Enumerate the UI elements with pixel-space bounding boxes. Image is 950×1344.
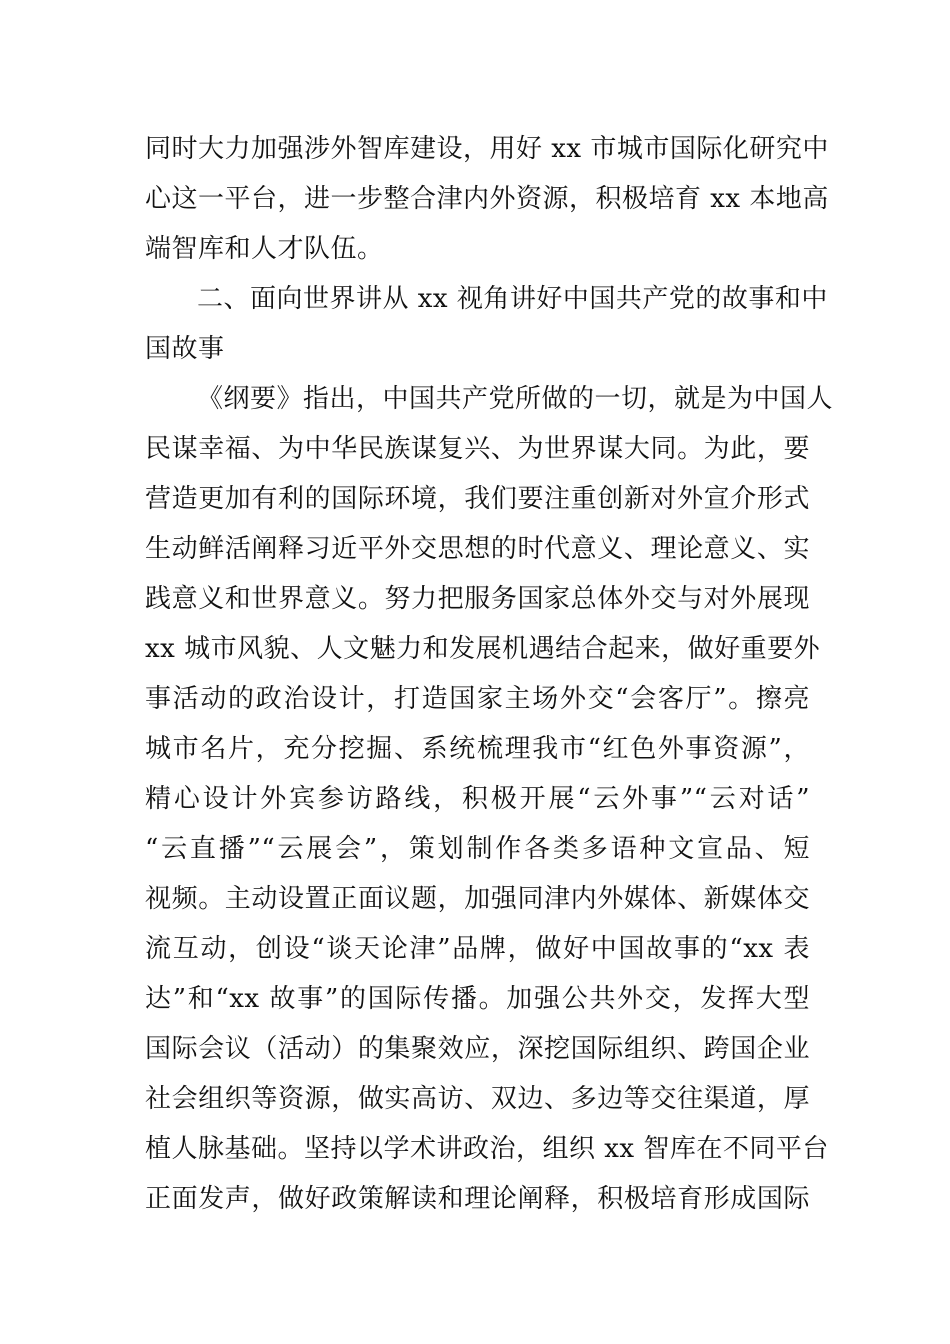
paragraph-line: 心这一平台，进一步整合津内外资源，积极培育 xx 本地高 <box>145 184 829 214</box>
paragraph-line: 精心设计外宾参访路线，积极开展“云外事”“云对话” <box>145 784 810 814</box>
paragraph-line: 社会组织等资源，做实高访、双边、多边等交往渠道，厚 <box>145 1084 810 1114</box>
paragraph-line: 国际会议（活动）的集聚效应，深挖国际组织、跨国企业 <box>145 1034 810 1064</box>
paragraph-line: “云直播”“云展会”，策划制作各类多语种文宣品、短 <box>145 834 810 864</box>
paragraph-line: 城市名片，充分挖掘、系统梳理我市“红色外事资源”， <box>145 734 810 764</box>
paragraph-line: 践意义和世界意义。努力把服务国家总体外交与对外展现 <box>145 584 810 614</box>
paragraph-line: 端智库和人才队伍。 <box>145 234 384 264</box>
paragraph-line: 正面发声，做好政策解读和理论阐释，积极培育形成国际 <box>145 1184 810 1214</box>
document-body <box>145 124 834 1224</box>
section-heading-line: 国故事 <box>145 334 225 364</box>
paragraph-line: 流互动，创设“谈天论津”品牌，做好中国故事的“xx 表 <box>145 934 810 964</box>
paragraph-line: 达”和“xx 故事”的国际传播。加强公共外交，发挥大型 <box>145 984 810 1014</box>
paragraph-line: 生动鲜活阐释习近平外交思想的时代意义、理论意义、实 <box>145 534 810 564</box>
paragraph-line: 民谋幸福、为中华民族谋复兴、为世界谋大同。为此，要 <box>145 434 810 464</box>
paragraph-line: 视频。主动设置正面议题，加强同津内外媒体、新媒体交 <box>145 884 810 914</box>
paragraph-line: xx 城市风貌、人文魅力和发展机遇结合起来，做好重要外 <box>145 634 821 664</box>
section-heading-line: 二、面向世界讲从 xx 视角讲好中国共产党的故事和中 <box>197 284 828 314</box>
paragraph-line: 事活动的政治设计，打造国家主场外交“会客厅”。擦亮 <box>145 684 810 714</box>
paragraph-line: 同时大力加强涉外智库建设，用好 xx 市城市国际化研究中 <box>145 134 829 164</box>
paragraph-line: 《纲要》指出，中国共产党所做的一切，就是为中国人 <box>197 384 834 414</box>
paragraph-line: 植人脉基础。坚持以学术讲政治，组织 xx 智库在不同平台 <box>145 1134 829 1164</box>
paragraph-line: 营造更加有利的国际环境，我们要注重创新对外宣介形式 <box>145 484 810 514</box>
